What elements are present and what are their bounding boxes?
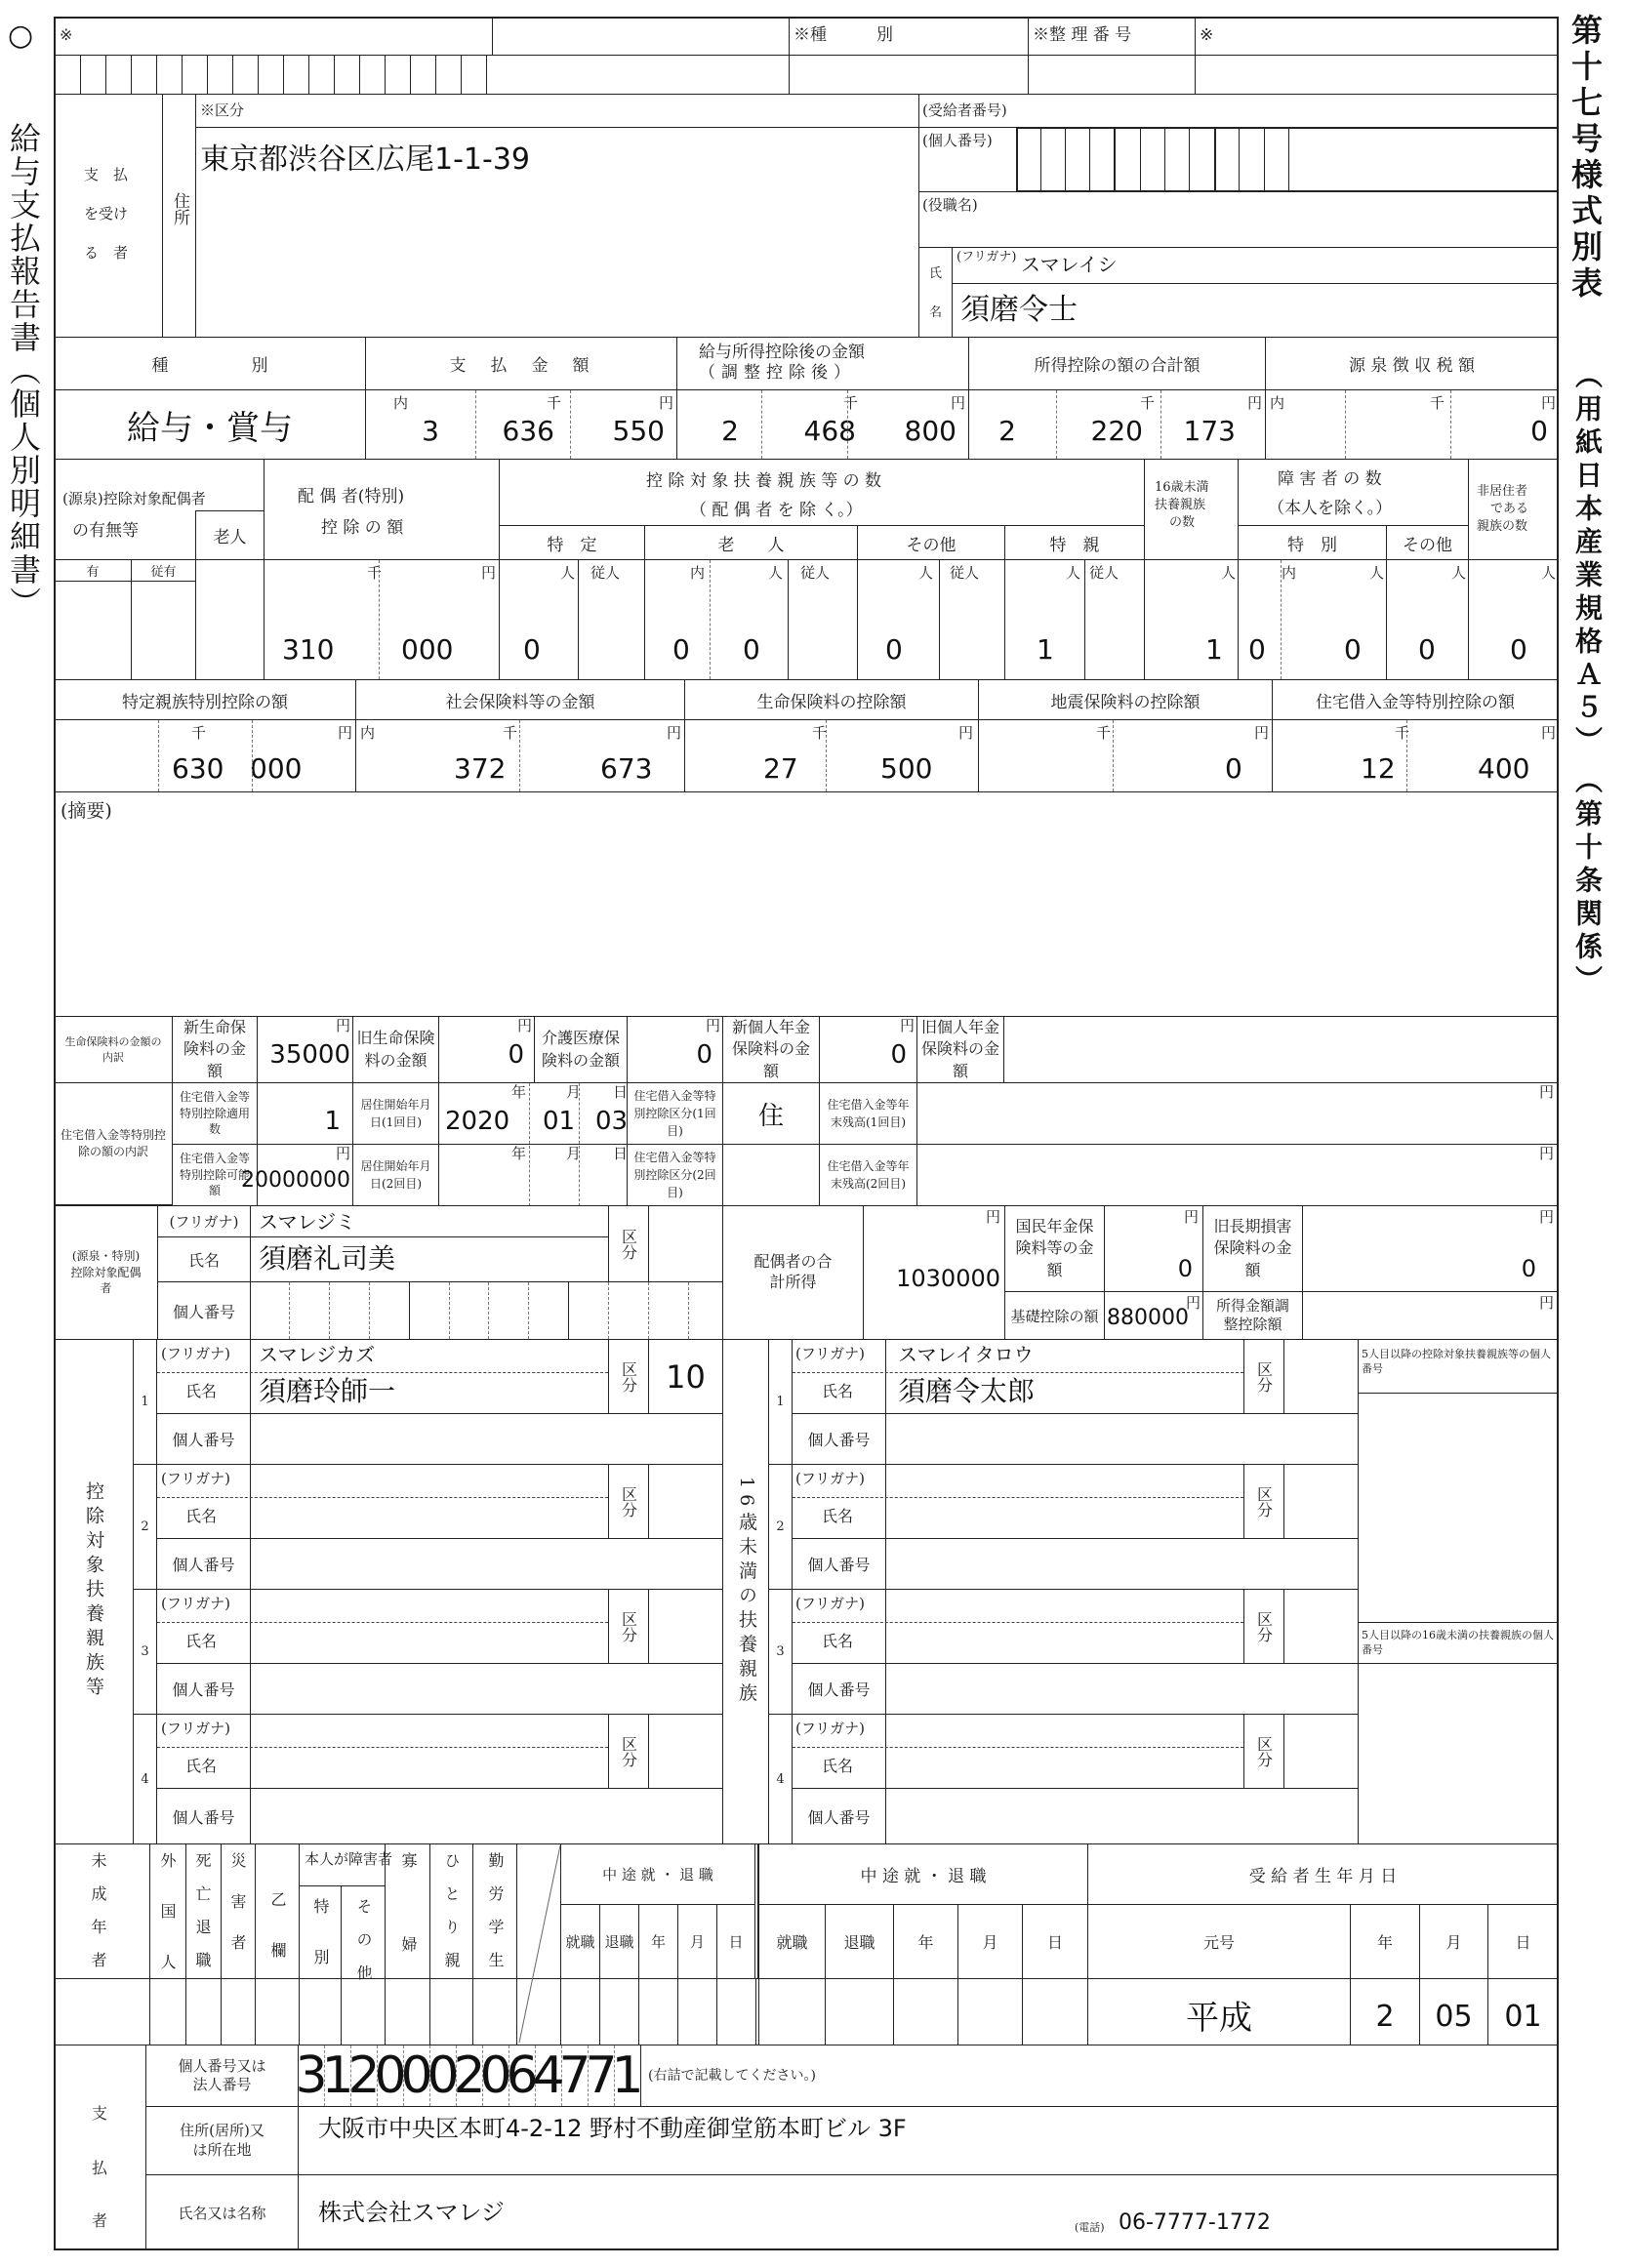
spouse-name[interactable]: 須磨礼司美 (250, 1236, 609, 1282)
spouse-mynumber-boxes[interactable] (250, 1281, 723, 1340)
disabled-group-label: 本人が障害者 (305, 1850, 393, 1868)
mid-day-value[interactable] (1022, 1978, 1088, 2045)
dis-other-value[interactable]: 人 0 (1386, 559, 1469, 680)
status-dis-special: 特別 (311, 1898, 330, 2000)
right-form-number: 第十七号様式別表 (1567, 14, 1604, 303)
rojin-ju-value[interactable]: 従人 (788, 559, 858, 680)
header-type: 種 別 (54, 337, 366, 390)
header-cell-kome2: ※ (1195, 17, 1559, 56)
dep-right-3-name-cell[interactable] (885, 1589, 1244, 1664)
seimei-value[interactable]: 千 円 27 500 (684, 719, 979, 792)
mid-retire: 退職 (825, 1904, 894, 1979)
kubun1-label: 住宅借入金等特別控除区分(1回目) (627, 1082, 723, 1145)
midway-header-r: 中 途 就 ・ 退 職 (758, 1843, 1088, 1905)
deduction-total-value[interactable]: 千 円 2 220 173 (968, 389, 1266, 460)
fifth-dependent-value[interactable] (1358, 1393, 1559, 1623)
status-disaster: 災害者 (228, 1852, 247, 1975)
recipient-label-cell: 支 払 を受け る 者 (54, 94, 163, 338)
status-values-row[interactable] (54, 1978, 756, 2045)
address-label-cell: 住所 (162, 94, 196, 338)
juari-header: 従有 (131, 559, 196, 582)
birth-year-value[interactable]: 2 (1350, 1978, 1420, 2045)
recipient-furigana: スマレイシ (1021, 253, 1118, 276)
left-form-title: 給与支払報告書（個人別明細書） (5, 122, 42, 620)
status-student: 勤労学生 (486, 1852, 505, 1985)
life-ins-label: 生命保険料の金額の内訳 (54, 1016, 173, 1083)
midway-right-cols (755, 1843, 756, 2045)
kyu-value[interactable]: 円 0 (1302, 1205, 1559, 1292)
housing-count-label: 住宅借入金等特別控除適用数 (172, 1082, 258, 1145)
old-life-value[interactable]: 円 0 (438, 1016, 535, 1083)
new-life-label: 新生命保険料の金額 (172, 1016, 258, 1083)
dep-right-4-kubun[interactable] (1283, 1714, 1359, 1789)
status-minor: 未成年者 (89, 1852, 107, 1985)
circle-mark: ○ (8, 19, 34, 53)
shakai-value[interactable]: 内 千 円 372 673 (355, 719, 685, 792)
recipient-name: 須磨令士 (960, 293, 1078, 327)
dis-special-header: 特 別 (1238, 525, 1387, 560)
kiso-label: 基礎控除の額 (1004, 1291, 1105, 1340)
midway-col-retire: 退職 (599, 1904, 639, 1979)
tel-value: 06-7777-1772 (1119, 2210, 1271, 2235)
ari-header: 有 (54, 559, 132, 582)
type-value[interactable]: 給与・賞与 (54, 389, 366, 460)
fifth-under16-label: 5人目以降の16歳未満の扶養親族の個人番号 (1358, 1622, 1559, 1664)
mid-month-value[interactable] (957, 1978, 1023, 2045)
header-shakai: 社会保険料等の金額 (355, 679, 685, 720)
spouse-deduction-value[interactable]: 千 円 310 000 (264, 559, 500, 680)
payer-number-note: (右詰で記載してください。) (648, 2068, 816, 2084)
tokutei-value[interactable]: 人 0 (499, 559, 579, 680)
dis-special-value[interactable]: 内 人 0 0 (1238, 559, 1387, 680)
tokutei-shinzoku-value[interactable]: 千 円 630 000 (54, 719, 356, 792)
spouse-block-label: (源泉・特別)控除対象配偶者 (54, 1205, 158, 1340)
address-cell[interactable] (195, 127, 919, 338)
mid-day: 日 (1022, 1904, 1088, 1979)
possible-value[interactable]: 円 20000000 (257, 1144, 353, 1206)
tokushin-value[interactable]: 人 1 (1004, 559, 1085, 680)
housing-count-value[interactable]: 1 (257, 1082, 353, 1145)
header-tokutei-shinzoku: 特定親族特別控除の額 (54, 679, 356, 720)
name-cell[interactable] (952, 283, 1559, 338)
dep-left-2-kubun[interactable] (648, 1464, 723, 1539)
housing-label: 住宅借入金等特別控除の額の内訳 (54, 1082, 173, 1205)
midway-col-day: 日 (716, 1904, 755, 1979)
balance1-label: 住宅借入金等年末残高(1回目) (819, 1082, 917, 1145)
spouse-presence-header: (源泉)控除対象配偶者 の有無等 (54, 459, 265, 560)
dep-right-2-mynumber[interactable] (885, 1538, 1359, 1590)
new-pension-value[interactable]: 円 0 (819, 1016, 917, 1083)
dep-left-4-name-cell[interactable] (250, 1714, 609, 1789)
start1-label: 居住開始年月日(1回目) (352, 1082, 439, 1145)
mid-hire-value[interactable] (758, 1978, 826, 2045)
birth-month-value[interactable]: 05 (1419, 1978, 1488, 2045)
sonota-header: その他 (857, 525, 1005, 560)
kiso-value[interactable]: 円 880000 (1104, 1291, 1203, 1340)
tel-label: (電話) (1075, 2221, 1105, 2234)
withholding-value[interactable]: 内 千 円 0 (1265, 389, 1559, 460)
dep-right-1-kubun[interactable] (1283, 1339, 1359, 1414)
rojin-header: 老人 (195, 510, 265, 560)
fifth-under16-value[interactable] (1358, 1663, 1559, 1844)
birth-col-month: 月 (1419, 1904, 1488, 1979)
payer-address-label: 住所(居所)又は所在地 (145, 2106, 299, 2175)
mid-retire-value[interactable] (825, 1978, 894, 2045)
header-deduction-total: 所得控除の額の合計額 (968, 337, 1266, 390)
spouse-furigana-label: (フリガナ) (157, 1205, 251, 1237)
status-foreigner: 外国人 (158, 1852, 177, 2005)
kome2-value[interactable] (1195, 55, 1559, 95)
tokutei-header: 特 定 (499, 525, 645, 560)
birth-col-day: 日 (1487, 1904, 1559, 1979)
status-dis-other: その他 (354, 1898, 373, 1998)
payer-label-cell: 支 払 者 (54, 2045, 146, 2250)
tokutei-ju-value[interactable]: 従人 (578, 559, 645, 680)
tokushin-ju-value[interactable]: 従人 (1084, 559, 1145, 680)
new-life-value[interactable]: 円 35000 (257, 1016, 353, 1083)
furigana-cell[interactable]: (フリガナ) スマレイシ (952, 247, 1559, 284)
dep-left-3-name-cell[interactable] (250, 1589, 609, 1664)
right-article: （第十条関係） (1571, 766, 1604, 998)
kyu-label: 旧長期損害保険料の金額 (1202, 1205, 1303, 1292)
dep-list-label: 控除対象扶養親族等 (54, 1339, 134, 1844)
care-label: 介護医療保険料の金額 (534, 1016, 628, 1083)
tokushin-header: 特 親 (1004, 525, 1145, 560)
sonota-ju-value[interactable]: 従人 (939, 559, 1005, 680)
balance2-label: 住宅借入金等年末残高(2回目) (819, 1144, 917, 1206)
spouse-deduction-header: 配 偶 者(特別) 控 除 の 額 (264, 459, 500, 560)
remarks-area[interactable]: (摘要) (54, 791, 1559, 1017)
life-ins-row-right (1003, 1016, 1559, 1083)
payer-name[interactable]: 株式会社スマレジ (電話) 06-7777-1772 (298, 2174, 1559, 2250)
kubun2-label: 住宅借入金等特別控除区分(2回目) (627, 1144, 723, 1206)
header-withholding: 源 泉 徴 収 税 額 (1265, 337, 1559, 390)
header-cell-shubetsu: ※種 別 (789, 17, 1029, 56)
spouse-income-label: 配偶者の合計所得 (722, 1205, 864, 1340)
balance2-value[interactable]: 円 (916, 1144, 1559, 1206)
dependent-count-header: 控 除 対 象 扶 養 親 族 等 の 数 （ 配 偶 者 を 除 く。） (499, 459, 1145, 526)
payer-number-digits: 3 1 2 0 0 0 2 0 6 4 7 7 1 (295, 2046, 644, 2105)
dep-left-3-kubun[interactable] (648, 1589, 723, 1664)
sonota-value[interactable]: 人 0 (857, 559, 940, 680)
header-cell-kome: ※ (54, 17, 493, 56)
juari-value[interactable] (131, 581, 196, 680)
status-single-parent: ひとり親 (442, 1852, 461, 1985)
dep-right-2-name-cell[interactable] (885, 1464, 1244, 1539)
city-code-boxes[interactable] (54, 55, 790, 95)
midway-col-year: 年 (638, 1904, 678, 1979)
birth-header: 受 給 者 生 年 月 日 (1087, 1843, 1559, 1905)
dep-left-3-mynumber[interactable] (250, 1663, 723, 1715)
header-jutaku: 住宅借入金等特別控除の額 (1272, 679, 1559, 720)
spouse-name-label: 氏名 (157, 1236, 251, 1282)
start1-value[interactable]: 年 月 日 2020 01 03 (438, 1082, 628, 1145)
header-payment: 支 払 金 額 (365, 337, 677, 390)
old-life-label: 旧生命保険料の金額 (352, 1016, 439, 1083)
seiri-value[interactable] (1028, 55, 1196, 95)
spouse-kubun-value[interactable] (648, 1205, 723, 1282)
dep-left-1-mynumber[interactable] (250, 1413, 723, 1465)
status-widow: 寡婦 (399, 1852, 418, 2020)
recipient-address: 東京都渋谷区広尾1-1-39 (200, 142, 530, 177)
recipient-mynumber-boxes[interactable] (1016, 127, 1559, 192)
dep-left-4-mynumber[interactable] (250, 1788, 723, 1844)
under16-value[interactable]: 人 1 (1144, 559, 1239, 680)
kubun-cell: ※区分 (195, 94, 919, 128)
payer-number-label: 個人番号又は法人番号 (145, 2045, 299, 2107)
mid-year-value[interactable] (893, 1978, 958, 2045)
midway-col-month: 月 (677, 1904, 717, 1979)
kojin-cell: (個人番号) (918, 127, 1017, 192)
old-pension-label: 旧個人年金保険料の金額 (916, 1016, 1004, 1083)
kubun1-value[interactable]: 住 (722, 1082, 820, 1145)
header-after-deduction: 給与所得控除後の金額 （調整控除後） (676, 337, 969, 390)
dep-right-4-mynumber[interactable] (885, 1788, 1359, 1844)
spouse-kubun-label: 区分 (608, 1205, 649, 1282)
payer-number-row[interactable] (295, 2045, 1559, 2107)
jutaku-value[interactable]: 千 円 12 400 (1272, 719, 1559, 792)
midway-col-hire: 就職 (560, 1904, 600, 1979)
birth-col-era: 元号 (1087, 1904, 1351, 1979)
under16-header: 16歳未満 扶養親族 の数 (1144, 459, 1239, 560)
header-jishin: 地震保険料の控除額 (978, 679, 1273, 720)
birth-col-year: 年 (1350, 1904, 1420, 1979)
payer-address[interactable]: 大阪市中央区本町4-2-12 野村不動産御堂筋本町ビル 3F (298, 2106, 1559, 2175)
rojin2-header: 老 人 (644, 525, 858, 560)
balance1-value[interactable]: 円 (916, 1082, 1559, 1145)
disabled-header: 障 害 者 の 数 （本人を除く。） (1238, 459, 1469, 526)
chosei-label: 所得金額調整控除額 (1202, 1291, 1303, 1340)
rojin-count-value[interactable]: 内 人 0 0 (644, 559, 789, 680)
header-cell-seiri: ※整 理 番 号 (1028, 17, 1196, 56)
dep-left-2-name-cell[interactable] (250, 1464, 609, 1539)
nonresident-header: 非居住者 である 親族の数 (1468, 459, 1559, 560)
mid-hire: 就職 (758, 1904, 826, 1979)
dep-right-4-name-cell[interactable] (885, 1714, 1244, 1789)
dep-left-1-kubun[interactable]: 10 (648, 1339, 723, 1414)
nonresident-value[interactable]: 人 0 (1468, 559, 1559, 680)
status-otsu: 乙欄 (268, 1891, 287, 1993)
birth-day-value[interactable]: 01 (1487, 1978, 1559, 2045)
header-spacer (492, 17, 790, 56)
header-seimei: 生命保険料の控除額 (684, 679, 979, 720)
payment-value[interactable]: 内 千 円 3 636 550 (365, 389, 677, 460)
shubetsu-value[interactable] (789, 55, 1029, 95)
dep-right-3-mynumber[interactable] (885, 1663, 1359, 1715)
name-label-cell: 氏 名 (918, 247, 953, 338)
new-pension-label: 新個人年金保険料の金額 (722, 1016, 820, 1083)
midway-header: 中 途 就 ・ 退 職 (560, 1843, 755, 1905)
yakushoku-cell[interactable]: (役職名) (918, 191, 1559, 248)
under16-label: 16歳未満の扶養親族 (722, 1339, 769, 1844)
mid-year: 年 (893, 1904, 958, 1979)
right-paper-spec: （用紙日本産業規格Ａ５） (1571, 361, 1604, 759)
dep-left-2-mynumber[interactable] (250, 1538, 723, 1590)
kokumin-value[interactable]: 円 0 (1104, 1205, 1203, 1292)
start2-label: 居住開始年月日(2回目) (352, 1144, 439, 1206)
payer-name-label: 氏名又は名称 (145, 2174, 299, 2250)
ari-value[interactable] (54, 581, 132, 680)
spouse-income-value[interactable]: 円 1030000 (863, 1205, 1005, 1340)
chosei-value[interactable]: 円 (1302, 1291, 1559, 1340)
spouse-kojin-label: 個人番号 (157, 1281, 251, 1340)
mid-month: 月 (957, 1904, 1023, 1979)
jishin-value[interactable]: 千 円 0 (978, 719, 1273, 792)
jukyusha-cell[interactable]: (受給者番号) (918, 94, 1559, 128)
kubun2-value[interactable] (722, 1144, 820, 1206)
dep-right-2-kubun[interactable] (1283, 1464, 1359, 1539)
dis-other-header: その他 (1386, 525, 1469, 560)
dep-left-4-kubun[interactable] (648, 1714, 723, 1789)
start2-value[interactable]: 年 月 日 (438, 1144, 628, 1206)
spouse-furigana[interactable]: スマレジミ (250, 1205, 609, 1237)
birth-era-value[interactable]: 平成 (1087, 1978, 1351, 2045)
kokumin-label: 国民年金保険料等の金額 (1004, 1205, 1105, 1292)
after-deduction-value[interactable]: 千 円 2 468 800 (676, 389, 969, 460)
status-death: 死亡退職 (193, 1852, 212, 1985)
dep-right-3-kubun[interactable] (1283, 1589, 1359, 1664)
fifth-dependent-label: 5人目以降の控除対象扶養親族等の個人番号 (1358, 1339, 1559, 1394)
care-value[interactable]: 円 0 (627, 1016, 723, 1083)
possible-label: 住宅借入金等特別控除可能額 (172, 1144, 258, 1206)
dep-right-1-mynumber[interactable] (885, 1413, 1359, 1465)
rojin-value[interactable] (195, 559, 265, 680)
